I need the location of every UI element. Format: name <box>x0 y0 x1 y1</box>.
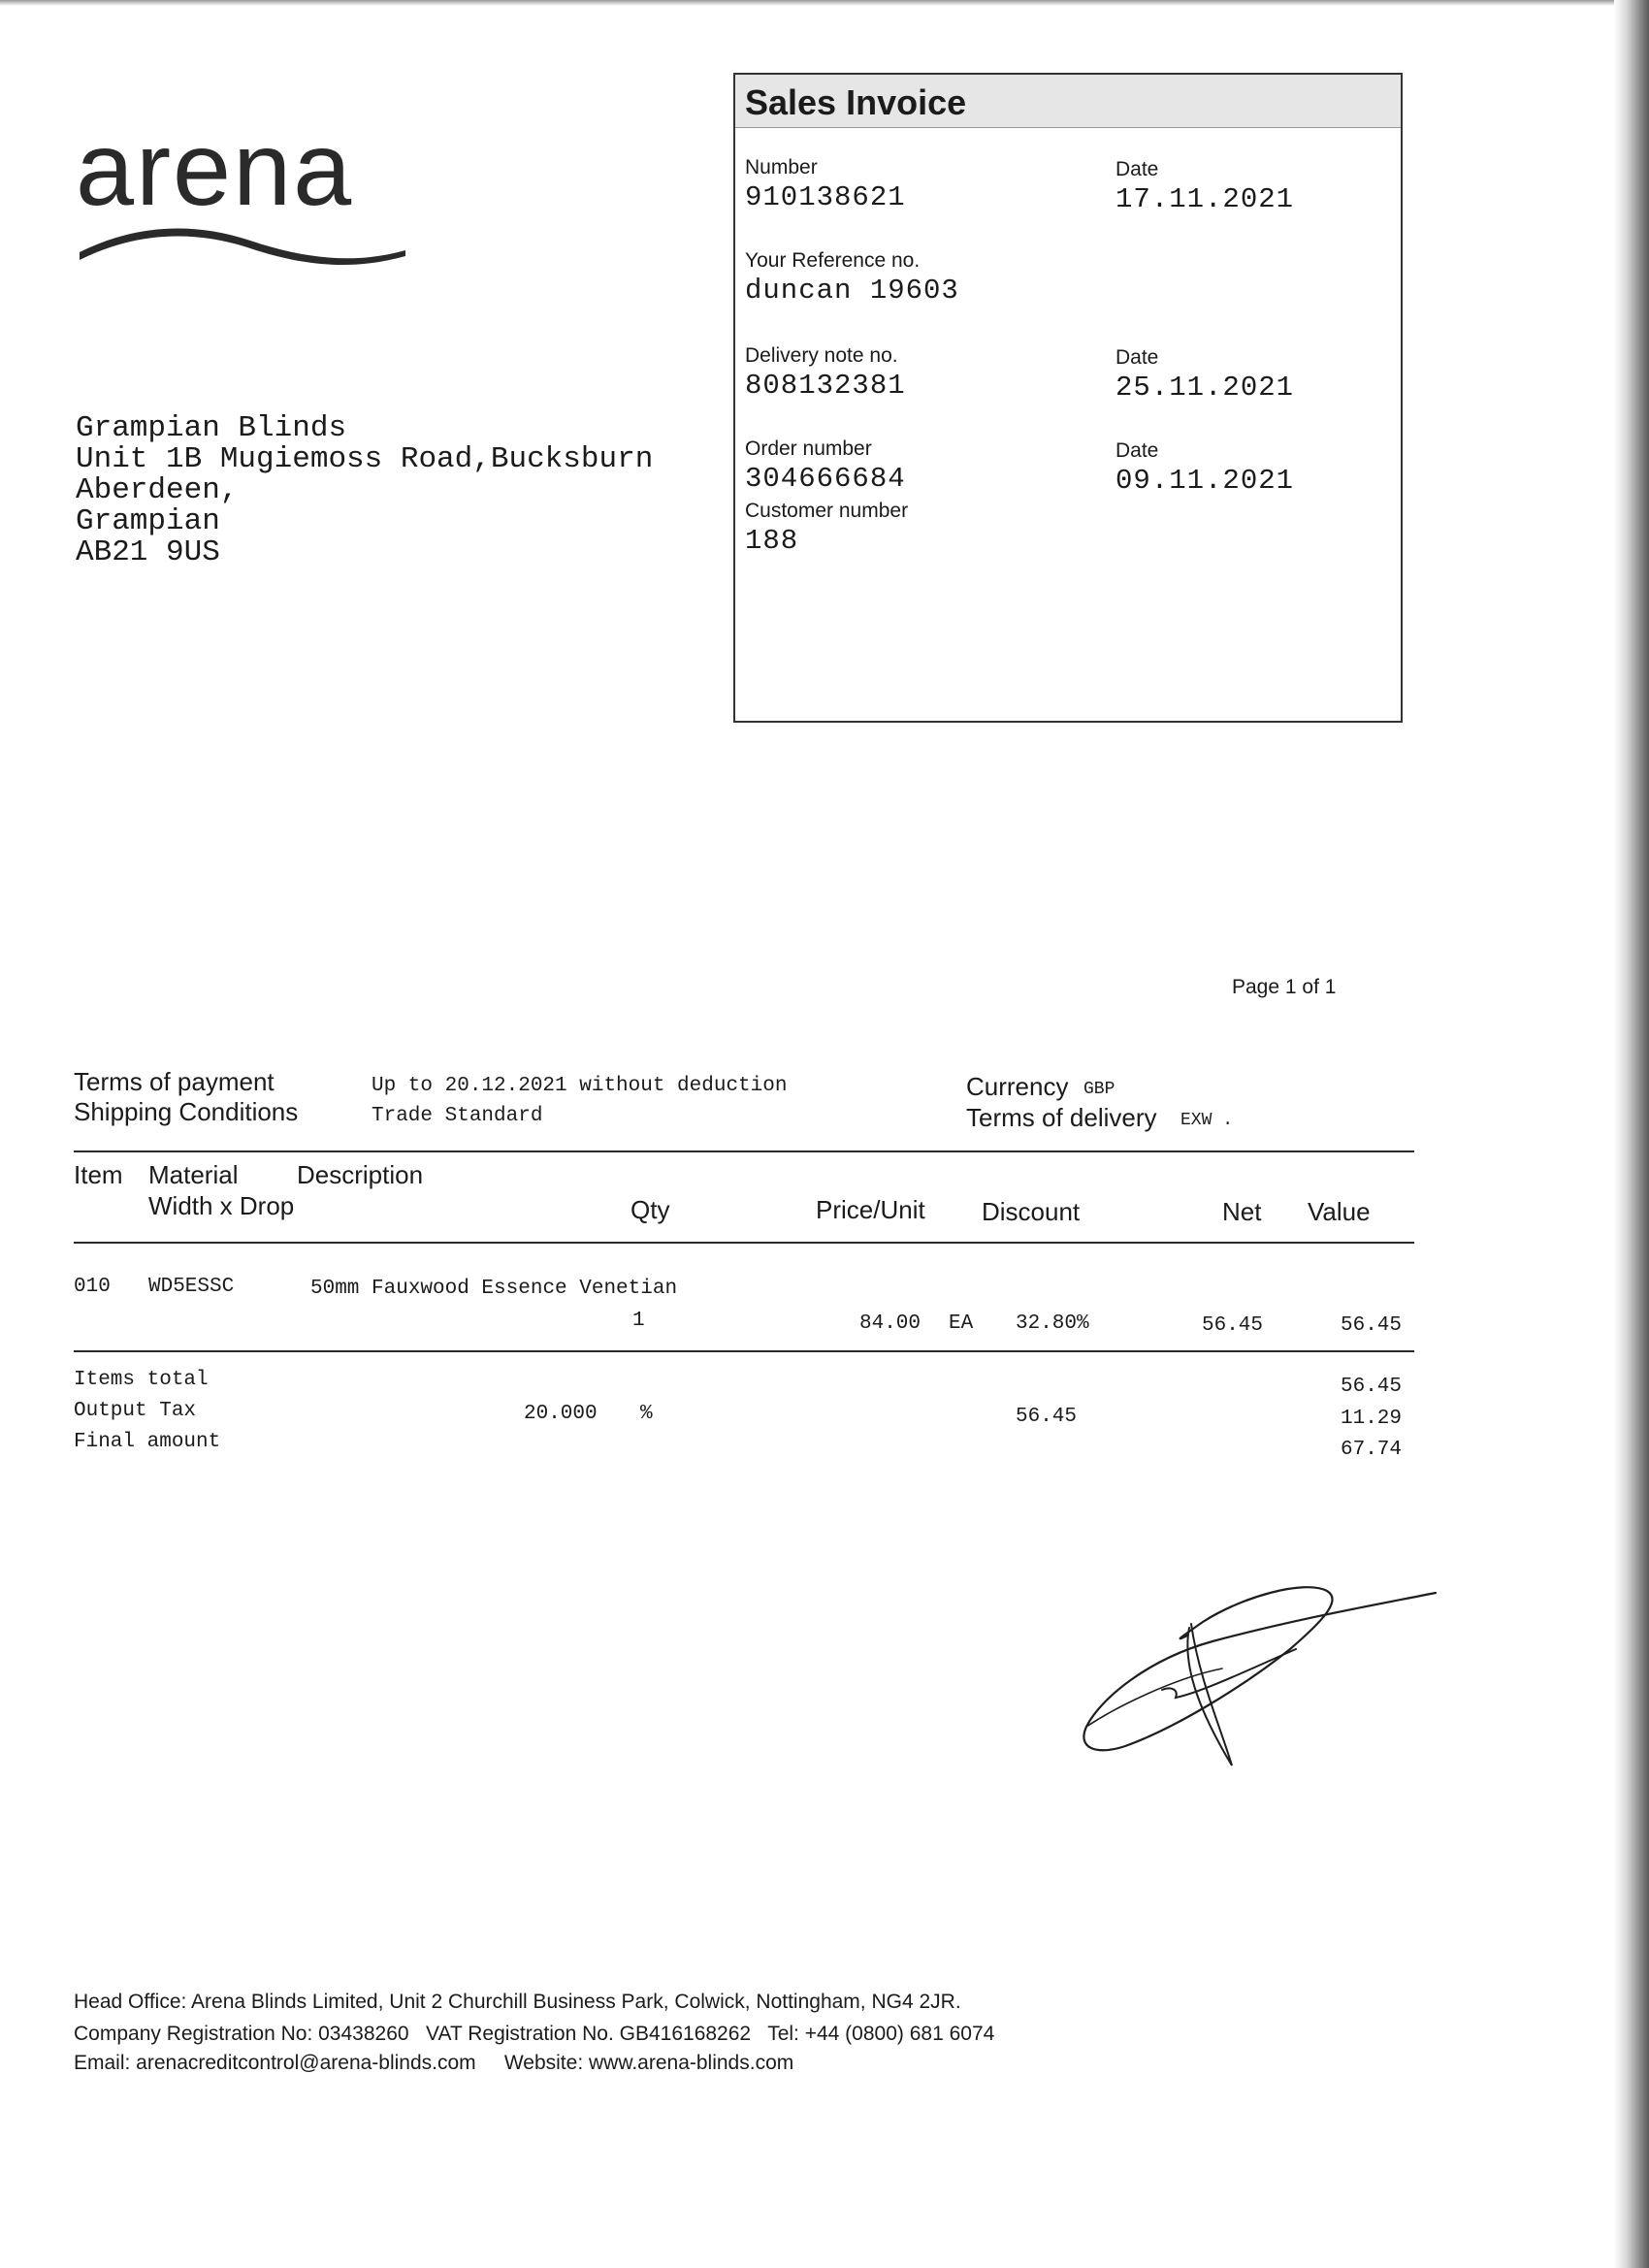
reference-value: duncan 19603 <box>745 275 959 307</box>
delivery-terms-value: EXW . <box>1180 1111 1234 1130</box>
row-qty: 1 <box>632 1310 645 1332</box>
output-tax-label: Output Tax <box>74 1400 197 1422</box>
currency-value: GBP <box>1083 1080 1116 1099</box>
tax-base: 56.45 <box>1016 1406 1078 1428</box>
reference-label: Your Reference no. <box>745 249 921 272</box>
divider <box>74 1350 1414 1352</box>
currency-label: Currency <box>966 1072 1069 1101</box>
arena-logo <box>76 110 415 272</box>
items-total-label: Items total <box>74 1369 209 1391</box>
row-item: 010 <box>74 1276 111 1298</box>
items-total-value: 56.45 <box>1341 1376 1403 1398</box>
row-price: 84.00 <box>859 1312 922 1335</box>
invoice-date: 17.11.2021 <box>1116 183 1295 215</box>
invoice-box-header <box>735 75 1401 128</box>
scan-edge-right <box>1614 0 1649 2268</box>
delivery-note-label: Delivery note no. <box>745 344 898 367</box>
order-date: 09.11.2021 <box>1116 465 1295 497</box>
delivery-note-value: 808132381 <box>745 370 906 402</box>
header-width-drop: Width x Drop <box>148 1191 295 1220</box>
invoice-number-label: Number <box>745 156 818 178</box>
address-line: Grampian Blinds <box>76 411 347 445</box>
header-value: Value <box>1308 1197 1371 1226</box>
terms-payment-label: Terms of payment <box>74 1067 275 1096</box>
logo-wave-icon <box>76 213 415 281</box>
delivery-terms-label: Terms of delivery <box>966 1103 1157 1132</box>
customer-number: 188 <box>745 525 799 557</box>
row-value: 56.45 <box>1341 1314 1403 1337</box>
order-number-label: Order number <box>745 437 872 460</box>
order-date-label: Date <box>1116 439 1159 462</box>
header-material: Material <box>148 1160 239 1189</box>
row-unit: EA <box>949 1312 974 1335</box>
footer-contact: Email: arenacreditcontrol@arena-blinds.com Website: www.arena-blinds.com <box>74 2052 794 2074</box>
delivery-date: 25.11.2021 <box>1116 372 1295 404</box>
footer-head-office: Head Office: Arena Blinds Limited, Unit 2 Churchill Business Park, Colwick, Nottingham, NG4 2JR. <box>74 1991 961 2013</box>
scan-edge-top <box>0 0 1649 6</box>
invoice-title: Sales Invoice <box>745 82 967 122</box>
invoice-number: 910138621 <box>745 181 906 213</box>
customer-number-label: Customer number <box>745 500 909 522</box>
divider <box>74 1242 1414 1244</box>
divider <box>74 1150 1414 1152</box>
header-item: Item <box>74 1160 123 1189</box>
final-amount-value: 67.74 <box>1341 1439 1403 1461</box>
header-qty: Qty <box>630 1195 670 1224</box>
footer-registration: Company Registration No: 03438260 VAT Registration No. GB416168262 Tel: +44 (0800) 681 6074 <box>74 2023 995 2045</box>
final-amount-label: Final amount <box>74 1431 221 1453</box>
delivery-date-label: Date <box>1116 346 1159 369</box>
invoice-info-box <box>733 73 1403 723</box>
header-net: Net <box>1222 1197 1262 1226</box>
shipping-conditions-label: Shipping Conditions <box>74 1097 299 1126</box>
signature <box>1057 1562 1465 1785</box>
header-description: Description <box>297 1160 424 1189</box>
tax-amount: 11.29 <box>1341 1408 1403 1430</box>
header-price-unit: Price/Unit <box>816 1195 925 1224</box>
tax-rate: 20.000 <box>524 1403 598 1425</box>
page-info: Page 1 of 1 <box>1232 976 1337 998</box>
address-line: Aberdeen, <box>76 473 239 507</box>
tax-percent-sign: % <box>640 1403 653 1425</box>
row-description: 50mm Fauxwood Essence Venetian <box>310 1278 678 1300</box>
row-discount: 32.80% <box>1016 1312 1089 1335</box>
row-net: 56.45 <box>1202 1314 1264 1337</box>
order-number: 304666684 <box>745 463 906 495</box>
address-line: Unit 1B Mugiemoss Road,Bucksburn <box>76 442 654 476</box>
terms-payment-value: Up to 20.12.2021 without deduction <box>372 1075 788 1097</box>
recipient-address <box>76 413 653 568</box>
shipping-conditions-value: Trade Standard <box>372 1105 543 1127</box>
header-discount: Discount <box>982 1197 1081 1226</box>
address-line: AB21 9US <box>76 535 220 569</box>
address-line: Grampian <box>76 504 220 538</box>
logo-wordmark: arena <box>76 110 354 227</box>
row-material: WD5ESSC <box>148 1276 235 1298</box>
invoice-date-label: Date <box>1116 158 1159 180</box>
